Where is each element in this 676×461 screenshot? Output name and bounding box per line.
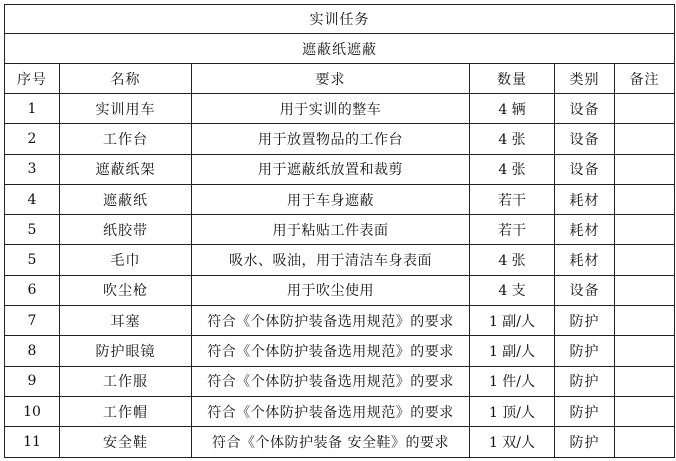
table-row: [5, 215, 675, 245]
cell-name: 毛巾: [60, 245, 192, 275]
cell-requirement: 用于实训的整车: [192, 94, 470, 124]
cell-remarks: [615, 245, 675, 275]
cell-index: 6: [5, 275, 60, 305]
cell-remarks: [615, 215, 675, 245]
cell-index: 5: [5, 245, 60, 275]
cell-category: 设备: [555, 124, 615, 154]
cell-index: 8: [5, 336, 60, 366]
cell-name: 工作台: [60, 124, 192, 154]
table-row: [5, 245, 675, 275]
cell-remarks: [615, 124, 675, 154]
cell-quantity: 4 支: [470, 275, 555, 305]
cell-index: 11: [5, 427, 60, 457]
cell-remarks: [615, 94, 675, 124]
cell-name: 工作服: [60, 366, 192, 396]
cell-quantity: 4 辆: [470, 94, 555, 124]
table-row: [5, 366, 675, 396]
cell-index: 3: [5, 154, 60, 184]
cell-requirement: 用于吹尘使用: [192, 275, 470, 305]
cell-category: 耗材: [555, 215, 615, 245]
table-row: [5, 427, 675, 457]
cell-requirement: 用于遮蔽纸放置和裁剪: [192, 154, 470, 184]
cell-remarks: [615, 306, 675, 336]
cell-requirement: 用于放置物品的工作台: [192, 124, 470, 154]
table-row: [5, 306, 675, 336]
cell-index: 10: [5, 396, 60, 426]
cell-remarks: [615, 366, 675, 396]
cell-name: 安全鞋: [60, 427, 192, 457]
cell-quantity: 若干: [470, 215, 555, 245]
cell-name: 纸胶带: [60, 215, 192, 245]
cell-requirement: 吸水、吸油，用于清洁车身表面: [192, 245, 470, 275]
cell-name: 遮蔽纸: [60, 184, 192, 214]
cell-category: 耗材: [555, 245, 615, 275]
training-task-table: [4, 4, 675, 458]
cell-index: 2: [5, 124, 60, 154]
cell-name: 遮蔽纸架: [60, 154, 192, 184]
table-row: [5, 94, 675, 124]
table-row: [5, 396, 675, 426]
cell-requirement: 符合《个体防护装备选用规范》的要求: [192, 336, 470, 366]
cell-remarks: [615, 184, 675, 214]
cell-category: 防护: [555, 427, 615, 457]
table-row: [5, 336, 675, 366]
cell-category: 防护: [555, 396, 615, 426]
cell-index: 7: [5, 306, 60, 336]
cell-category: 耗材: [555, 184, 615, 214]
cell-quantity: 1 双/人: [470, 427, 555, 457]
cell-remarks: [615, 396, 675, 426]
header-index: 序号: [5, 64, 60, 94]
header-name: 名称: [60, 64, 192, 94]
cell-name: 工作帽: [60, 396, 192, 426]
cell-requirement: 符合《个体防护装备选用规范》的要求: [192, 396, 470, 426]
cell-category: 防护: [555, 366, 615, 396]
header-category: 类别: [555, 64, 615, 94]
cell-requirement: 用于粘贴工件表面: [192, 215, 470, 245]
table-row: [5, 124, 675, 154]
cell-category: 设备: [555, 154, 615, 184]
cell-quantity: 4 张: [470, 154, 555, 184]
cell-quantity: 1 件/人: [470, 366, 555, 396]
cell-quantity: 1 副/人: [470, 306, 555, 336]
cell-name: 实训用车: [60, 94, 192, 124]
cell-quantity: 4 张: [470, 245, 555, 275]
cell-requirement: 用于车身遮蔽: [192, 184, 470, 214]
cell-index: 5: [5, 215, 60, 245]
cell-requirement: 符合《个体防护装备 安全鞋》的要求: [192, 427, 470, 457]
cell-remarks: [615, 427, 675, 457]
cell-requirement: 符合《个体防护装备选用规范》的要求: [192, 366, 470, 396]
cell-requirement: 符合《个体防护装备选用规范》的要求: [192, 306, 470, 336]
training-task-sheet: [4, 4, 674, 459]
cell-quantity: 若干: [470, 184, 555, 214]
table-title: 实训任务: [5, 5, 675, 34]
cell-name: 防护眼镜: [60, 336, 192, 366]
cell-index: 9: [5, 366, 60, 396]
header-requirement: 要求: [192, 64, 470, 94]
cell-category: 防护: [555, 306, 615, 336]
cell-category: 设备: [555, 275, 615, 305]
cell-index: 1: [5, 94, 60, 124]
table-row: [5, 275, 675, 305]
table-row: [5, 154, 675, 184]
cell-category: 防护: [555, 336, 615, 366]
cell-index: 4: [5, 184, 60, 214]
header-remarks: 备注: [615, 64, 675, 94]
header-quantity: 数量: [470, 64, 555, 94]
cell-remarks: [615, 154, 675, 184]
cell-quantity: 4 张: [470, 124, 555, 154]
cell-remarks: [615, 275, 675, 305]
cell-quantity: 1 顶/人: [470, 396, 555, 426]
cell-category: 设备: [555, 94, 615, 124]
cell-name: 吹尘枪: [60, 275, 192, 305]
cell-name: 耳塞: [60, 306, 192, 336]
cell-remarks: [615, 336, 675, 366]
cell-quantity: 1 副/人: [470, 336, 555, 366]
table-subtitle: 遮蔽纸遮蔽: [5, 34, 675, 64]
table-row: [5, 184, 675, 214]
